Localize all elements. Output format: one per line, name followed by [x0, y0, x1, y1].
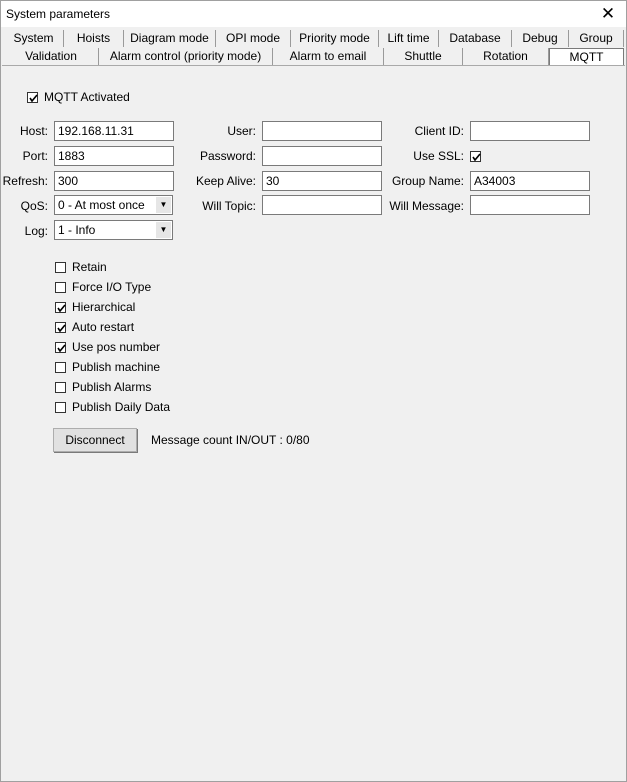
- qos-label: QoS:: [20, 199, 48, 213]
- hierarchical-checkbox[interactable]: [55, 302, 66, 313]
- will-topic-label: Will Topic:: [202, 199, 256, 213]
- use-pos-number-checkbox[interactable]: [55, 342, 66, 353]
- publish-machine-checkbox[interactable]: [55, 362, 66, 373]
- tab-row-2: [2, 48, 625, 66]
- client-id-label: Client ID:: [414, 124, 464, 138]
- tab-lift-time[interactable]: Lift time: [379, 30, 439, 47]
- host-label: Host:: [19, 124, 48, 138]
- tab-alarm-to-email[interactable]: Alarm to email: [273, 48, 384, 65]
- group-name-input[interactable]: A34003: [470, 171, 590, 191]
- message-count-text: Message count IN/OUT : 0/80: [151, 433, 310, 447]
- user-label: User:: [227, 124, 256, 138]
- tab-validation[interactable]: Validation: [4, 48, 99, 65]
- tab-alarm-control[interactable]: Alarm control (priority mode): [99, 48, 273, 65]
- retain-label: Retain: [72, 260, 107, 274]
- tab-mqtt[interactable]: MQTT: [549, 48, 624, 65]
- chevron-down-icon[interactable]: ▼: [156, 197, 171, 213]
- will-message-input[interactable]: [470, 195, 590, 215]
- tab-row-1: [2, 30, 625, 48]
- client-id-input[interactable]: [470, 121, 590, 141]
- use-ssl-label: Use SSL:: [413, 149, 464, 163]
- close-icon[interactable]: ✕: [600, 4, 616, 23]
- mqtt-activated-label: MQTT Activated: [44, 90, 130, 104]
- tab-database[interactable]: Database: [439, 30, 512, 47]
- host-input[interactable]: 192.168.11.31: [54, 121, 174, 141]
- retain-checkbox[interactable]: [55, 262, 66, 273]
- port-input[interactable]: 1883: [54, 146, 174, 166]
- tab-hoists[interactable]: Hoists: [64, 30, 124, 47]
- refresh-input[interactable]: 300: [54, 171, 174, 191]
- qos-select[interactable]: [54, 195, 173, 215]
- will-message-label: Will Message:: [389, 199, 464, 213]
- will-topic-input[interactable]: [262, 195, 382, 215]
- window-title: System parameters: [6, 7, 111, 21]
- tab-shuttle[interactable]: Shuttle: [384, 48, 463, 65]
- log-select[interactable]: [54, 220, 173, 240]
- tab-priority-mode[interactable]: Priority mode: [291, 30, 379, 47]
- qos-value: 0 - At most once: [58, 198, 145, 212]
- keep-alive-label: Keep Alive:: [195, 174, 256, 188]
- disconnect-button[interactable]: Disconnect: [53, 428, 137, 452]
- auto-restart-label: Auto restart: [72, 320, 135, 334]
- keep-alive-input[interactable]: 30: [262, 171, 382, 191]
- publish-alarms-checkbox[interactable]: [55, 382, 66, 393]
- log-value: 1 - Info: [58, 223, 96, 237]
- refresh-label: Refresh:: [2, 174, 48, 188]
- force-io-type-label: Force I/O Type: [72, 280, 152, 294]
- tab-rotation[interactable]: Rotation: [463, 48, 549, 65]
- group-name-label: Group Name:: [391, 174, 464, 188]
- auto-restart-checkbox[interactable]: [55, 322, 66, 333]
- password-label: Password:: [199, 149, 256, 163]
- password-input[interactable]: [262, 146, 382, 166]
- mqtt-activated-checkbox[interactable]: [27, 92, 38, 103]
- use-ssl-checkbox[interactable]: [470, 151, 481, 162]
- tab-divider: [2, 65, 625, 66]
- port-label: Port:: [22, 149, 48, 163]
- publish-daily-data-checkbox[interactable]: [55, 402, 66, 413]
- tab-system[interactable]: System: [4, 30, 64, 47]
- chevron-down-icon[interactable]: ▼: [156, 222, 171, 238]
- user-input[interactable]: [262, 121, 382, 141]
- hierarchical-label: Hierarchical: [72, 300, 136, 314]
- log-label: Log:: [24, 224, 48, 238]
- tab-group[interactable]: Group: [569, 30, 624, 47]
- use-pos-number-label: Use pos number: [72, 340, 161, 354]
- tab-diagram-mode[interactable]: Diagram mode: [124, 30, 216, 47]
- tab-debug[interactable]: Debug: [512, 30, 569, 47]
- publish-daily-data-label: Publish Daily Data: [72, 400, 171, 414]
- tab-opi-mode[interactable]: OPI mode: [216, 30, 291, 47]
- title-bar: [1, 1, 626, 27]
- force-io-type-checkbox[interactable]: [55, 282, 66, 293]
- publish-alarms-label: Publish Alarms: [72, 380, 152, 394]
- publish-machine-label: Publish machine: [72, 360, 161, 374]
